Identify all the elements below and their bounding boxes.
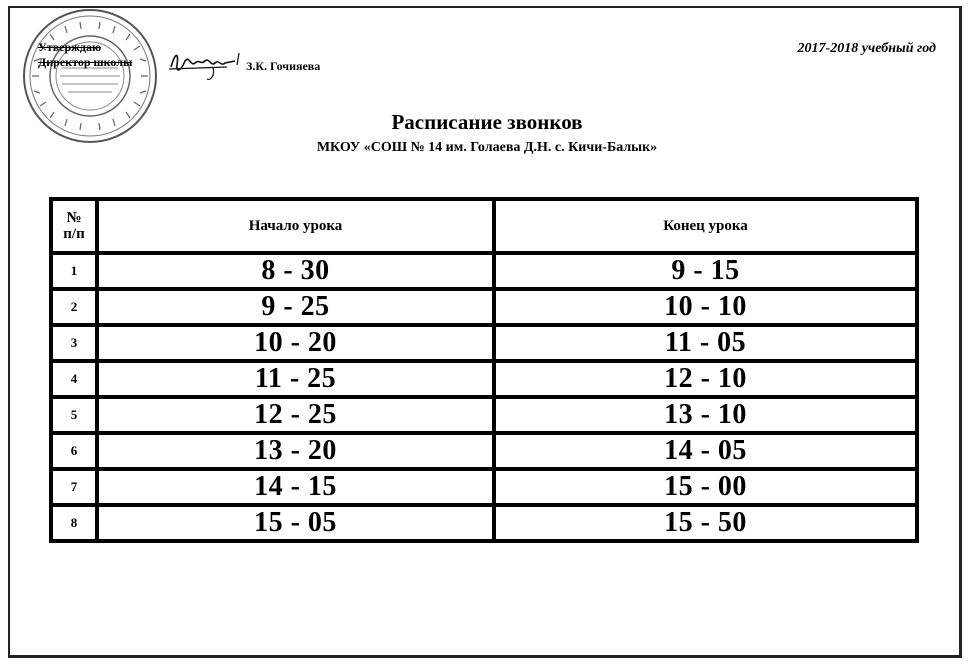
number-abbrev: п/п (63, 226, 85, 242)
lesson-start-time: 9 - 25 (97, 289, 494, 325)
academic-year: 2017-2018 учебный год (797, 41, 936, 56)
bell-schedule-table (49, 197, 919, 543)
school-name: МКОУ «СОШ № 14 им. Голаева Д.Н. с. Кичи-Балык» (316, 140, 658, 155)
lesson-number: 8 (51, 505, 97, 541)
handwritten-signature (165, 45, 245, 85)
lesson-end-time: 13 - 10 (494, 397, 917, 433)
approval-stamp-text (38, 40, 132, 70)
lesson-start-time: 12 - 25 (97, 397, 494, 433)
lesson-number: 5 (51, 397, 97, 433)
lesson-start-time: 14 - 15 (97, 469, 494, 505)
director-name: З.К. Гочияева (246, 59, 321, 73)
lesson-start-time: 10 - 20 (97, 325, 494, 361)
table-row (51, 469, 917, 505)
page-title: Расписание звонков (391, 110, 583, 134)
table-row (51, 289, 917, 325)
column-header-number (51, 199, 97, 253)
approve-label: Утверждаю (38, 40, 102, 54)
table-header-row (51, 199, 917, 253)
director-title: Директор школы (38, 55, 133, 69)
lesson-number: 2 (51, 289, 97, 325)
table-row (51, 505, 917, 541)
lesson-start-time: 8 - 30 (97, 253, 494, 289)
lesson-number: 7 (51, 469, 97, 505)
lesson-start-time: 11 - 25 (97, 361, 494, 397)
number-sign: № (66, 210, 82, 226)
lesson-number: 6 (51, 433, 97, 469)
table-row (51, 325, 917, 361)
lesson-number: 4 (51, 361, 97, 397)
column-header-end: Конец урока (494, 199, 917, 253)
lesson-end-time: 15 - 00 (494, 469, 917, 505)
lesson-end-time: 14 - 05 (494, 433, 917, 469)
table-row (51, 361, 917, 397)
lesson-end-time: 9 - 15 (494, 253, 917, 289)
column-header-start: Начало урока (97, 199, 494, 253)
table-row (51, 433, 917, 469)
lesson-end-time: 10 - 10 (494, 289, 917, 325)
lesson-end-time: 15 - 50 (494, 505, 917, 541)
lesson-number: 3 (51, 325, 97, 361)
table-row (51, 397, 917, 433)
lesson-start-time: 15 - 05 (97, 505, 494, 541)
table-row (51, 253, 917, 289)
lesson-number: 1 (51, 253, 97, 289)
lesson-end-time: 12 - 10 (494, 361, 917, 397)
lesson-start-time: 13 - 20 (97, 433, 494, 469)
lesson-end-time: 11 - 05 (494, 325, 917, 361)
